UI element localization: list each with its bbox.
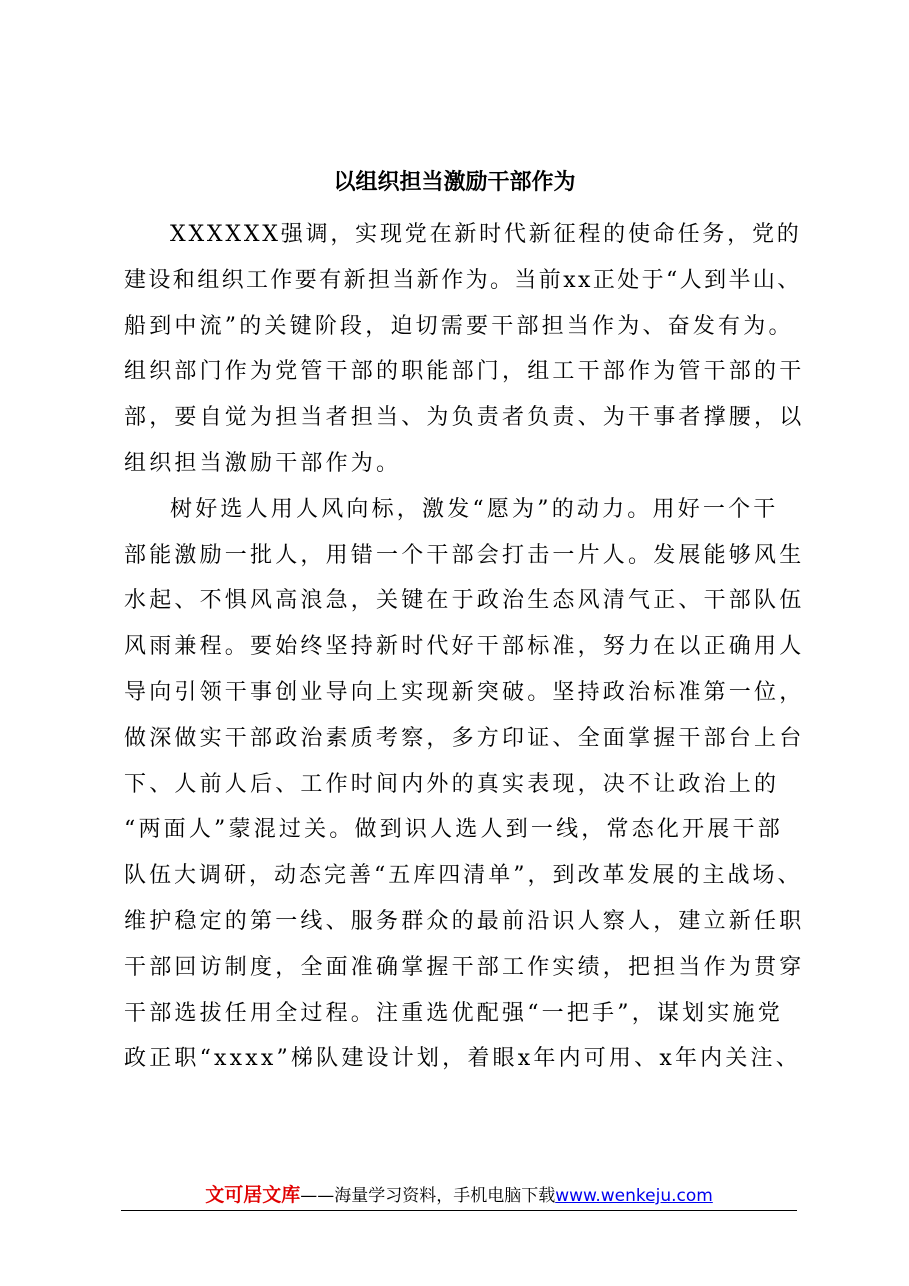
paragraph-1-line-2: 建设和组织工作要有新担当新作为。当前xx正处于“人到半山、 — [124, 267, 802, 293]
paragraph-2-line-10: 维护稳定的第一线、服务群众的最前沿识人察人，建立新任职 — [124, 908, 805, 934]
footer-brand: 文可居文库 — [205, 1184, 301, 1206]
paragraph-2-line-2: 部能激励一批人，用错一个干部会打击一片人。发展能够风生 — [124, 542, 805, 568]
paragraph-1-line-1: XXXXXX强调，实现党在新时代新征程的使命任务，党的 — [170, 222, 802, 247]
document-title: 以组织担当激励干部作为 — [333, 169, 576, 195]
footer-link[interactable]: www.wenkeju.com — [555, 1186, 713, 1206]
paragraph-2-line-11: 干部回访制度，全面准确掌握干部工作实绩，把担当作为贯穿 — [124, 954, 805, 980]
paragraph-1-line-6: 组织担当激励干部作为。 — [124, 450, 402, 476]
paragraph-2-line-4: 风雨兼程。要始终坚持新时代好干部标准，努力在以正确用人 — [124, 634, 805, 660]
footer-divider — [121, 1210, 797, 1211]
footer-tagline: ——海量学习资料，手机电脑下载 — [300, 1186, 556, 1206]
paragraph-2-line-13: 政正职“xxxx”梯队建设计划，着眼x年内可用、x年内关注、 — [124, 1046, 801, 1072]
paragraph-2-line-8: “两面人”蒙混过关。做到识人选人到一线，常态化开展干部 — [124, 817, 783, 843]
paragraph-2-line-3: 水起、不惧风高浪急，关键在于政治生态风清气正、干部队伍 — [124, 588, 805, 614]
paragraph-2-line-5: 导向引领干事创业导向上实现新突破。坚持政治标准第一位， — [124, 679, 805, 705]
document-body — [124, 212, 804, 1082]
paragraph-1-line-4: 组织部门作为党管干部的职能部门，组工干部作为管干部的干 — [124, 359, 805, 385]
paragraph-2-line-9: 队伍大调研，动态完善“五库四清单”，到改革发展的主战场、 — [124, 863, 803, 889]
page-footer — [121, 1180, 797, 1210]
paragraph-2-line-1: 树好选人用人风向标，激发“愿为”的动力。用好一个干 — [170, 496, 779, 522]
paragraph-1-line-3: 船到中流”的关键阶段，迫切需要干部担当作为、奋发有为。 — [124, 313, 794, 339]
paragraph-2-line-12: 干部选拔任用全过程。注重选优配强“一把手”，谋划实施党 — [124, 1000, 783, 1026]
paragraph-1-line-5: 部，要自觉为担当者担当、为负责者负责、为干事者撑腰，以 — [124, 405, 805, 431]
paragraph-2-line-6: 做深做实干部政治素质考察，多方印证、全面掌握干部台上台 — [124, 725, 805, 751]
paragraph-2-line-7: 下、人前人后、工作时间内外的真实表现，决不让政治上的 — [124, 771, 780, 797]
